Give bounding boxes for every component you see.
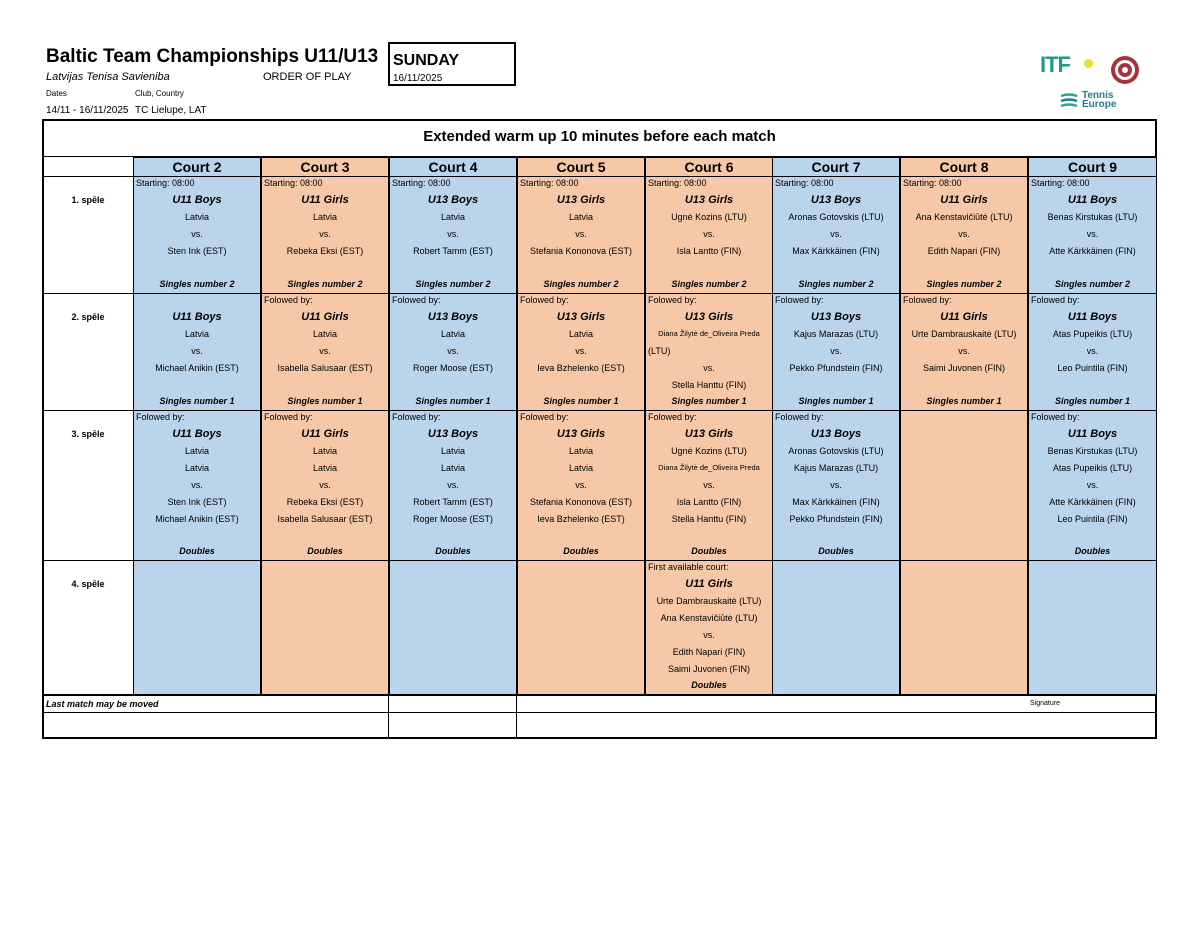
match-cell: [772, 561, 900, 695]
versus-label: vs.: [958, 229, 970, 239]
match-category: U13 Boys: [427, 311, 479, 323]
round-column-header-divider: [42, 176, 133, 177]
match-category: U11 Boys: [1067, 311, 1118, 323]
player-name: Max Kärkkäinen (FIN): [792, 497, 880, 507]
tennis-europe-line1: Tennis: [1082, 90, 1114, 101]
match-category: U13 Girls: [556, 194, 606, 206]
day-box: [388, 42, 516, 86]
player-name: Urte Dambrauskaitė (LTU): [911, 329, 1017, 339]
tennis-europe-logo: [1060, 90, 1130, 112]
player-name: Kajus Marazas (LTU): [793, 329, 879, 339]
match-category: U13 Girls: [684, 428, 734, 440]
dates-label: Dates: [46, 89, 67, 98]
versus-label: vs.: [447, 229, 459, 239]
player-name: Latvia: [568, 446, 594, 456]
player-name: Sten Ink (EST): [167, 497, 227, 507]
match-cell: [517, 294, 645, 411]
match-type: Singles number 1: [671, 396, 747, 406]
versus-label: vs.: [703, 363, 715, 373]
match-category: U11 Girls: [301, 311, 349, 323]
versus-label: vs.: [447, 346, 459, 356]
match-type: Singles number 2: [159, 279, 235, 289]
versus-label: vs.: [830, 480, 842, 490]
court-header: Court 9: [1028, 157, 1157, 177]
versus-label: vs.: [319, 229, 331, 239]
match-prefix: Starting: 08:00: [264, 178, 323, 188]
match-cell: [133, 177, 261, 294]
player-name: Latvia: [184, 463, 210, 473]
match-cell: [645, 411, 773, 561]
player-name: Michael Anikin (EST): [155, 363, 239, 373]
player-name: Latvia: [440, 463, 466, 473]
dates-value: 14/11 - 16/11/2025: [46, 105, 129, 116]
warmup-banner: Extended warm up 10 minutes before each match: [423, 128, 776, 145]
tennis-europe-text: [1082, 91, 1116, 109]
match-category: U13 Boys: [810, 428, 862, 440]
footer-divider-mid: [42, 712, 1157, 713]
player-name: Roger Moose (EST): [412, 514, 494, 524]
player-name: Latvia: [440, 212, 466, 222]
match-category: U13 Boys: [427, 428, 479, 440]
match-category: U13 Girls: [556, 311, 606, 323]
player-name: Latvia: [568, 463, 594, 473]
match-cell: [1028, 411, 1157, 561]
match-prefix: Folowed by:: [520, 412, 569, 422]
match-prefix: Folowed by:: [264, 295, 313, 305]
player-name: Ana Kenstavičiūtė (LTU): [915, 212, 1013, 222]
round-divider: [42, 293, 133, 294]
match-cell: [389, 411, 517, 561]
signature-label: Signature: [1030, 700, 1060, 707]
match-prefix: Folowed by:: [903, 295, 952, 305]
player-name: Ieva Bzhelenko (EST): [537, 514, 625, 524]
court-header: Court 2: [133, 157, 261, 177]
player-name: Pekko Pfundstein (FIN): [789, 514, 883, 524]
match-cell: [389, 294, 517, 411]
match-cell: [133, 561, 261, 695]
footer-column-divider-2: [516, 695, 517, 738]
match-type: Singles number 2: [798, 279, 874, 289]
court-header: Court 3: [261, 157, 389, 177]
itf-logo-text: ITF: [1040, 52, 1070, 77]
match-type: Doubles: [179, 546, 215, 556]
player-name: Rebeka Eksi (EST): [286, 497, 364, 507]
player-name: Ugnė Kozins (LTU): [671, 446, 747, 456]
match-cell: [517, 561, 645, 695]
player-name: Atas Pupeikis (LTU): [1052, 329, 1133, 339]
match-prefix: Starting: 08:00: [1031, 178, 1090, 188]
itf-logo: [1040, 54, 1098, 84]
player-name: Latvia: [184, 212, 210, 222]
match-cell: [261, 177, 389, 294]
match-category: U13 Girls: [556, 428, 606, 440]
match-prefix: Folowed by:: [1031, 412, 1080, 422]
match-category: U11 Girls: [940, 194, 988, 206]
match-prefix: Folowed by:: [775, 295, 824, 305]
match-cell: [133, 294, 261, 411]
player-name: Atte Kärkkäinen (FIN): [1049, 497, 1136, 507]
footer-column-divider-1: [388, 695, 389, 738]
player-name: Aronas Gotovskis (LTU): [788, 212, 884, 222]
player-name: Stefania Kononova (EST): [529, 246, 633, 256]
player-name: Atas Pupeikis (LTU): [1052, 463, 1133, 473]
match-type: Singles number 2: [1054, 279, 1131, 289]
court-header: Court 7: [772, 157, 900, 177]
match-type: Singles number 1: [287, 396, 363, 406]
player-name: Edith Napari (FIN): [927, 246, 1001, 256]
match-type: Singles number 2: [926, 279, 1002, 289]
player-name: Isla Lantto (FIN): [676, 497, 742, 507]
match-prefix: Starting: 08:00: [520, 178, 579, 188]
player-name: Edith Napari (FIN): [672, 647, 746, 657]
match-cell: [772, 177, 900, 294]
player-name: Max Kärkkäinen (FIN): [792, 246, 880, 256]
player-name: Latvia: [568, 212, 594, 222]
match-prefix: Folowed by:: [775, 412, 824, 422]
match-cell: [133, 411, 261, 561]
round-label: 4. spēle: [71, 579, 105, 589]
match-cell: [261, 561, 389, 695]
match-category: U11 Boys: [172, 194, 222, 206]
match-type: Singles number 1: [415, 396, 491, 406]
match-cell: [517, 411, 645, 561]
day-date: 16/11/2025: [393, 73, 443, 84]
player-name: Ugnė Kozins (LTU): [671, 212, 747, 222]
court-header: Court 5: [517, 157, 645, 177]
player-name: Latvia: [312, 329, 338, 339]
match-prefix: Folowed by:: [392, 412, 441, 422]
match-prefix: Folowed by:: [648, 295, 697, 305]
match-prefix: Folowed by:: [520, 295, 569, 305]
match-type: Doubles: [691, 546, 727, 556]
match-category: U13 Boys: [810, 311, 862, 323]
court-header: Court 4: [389, 157, 517, 177]
versus-label: vs.: [191, 480, 203, 490]
player-name: Ana Kenstavičiūtė (LTU): [660, 613, 758, 623]
player-name: Isabella Salusaar (EST): [277, 363, 373, 373]
versus-label: vs.: [703, 480, 715, 490]
match-prefix: Folowed by:: [1031, 295, 1080, 305]
player-name: Latvia: [184, 446, 210, 456]
match-cell: [1028, 177, 1157, 294]
match-category: U13 Boys: [810, 194, 862, 206]
match-prefix: Starting: 08:00: [903, 178, 962, 188]
versus-label: vs.: [191, 346, 203, 356]
round-divider: [42, 560, 133, 561]
player-name: Stella Hanttu (FIN): [671, 380, 747, 390]
versus-label: vs.: [191, 229, 203, 239]
match-cell: [900, 294, 1028, 411]
match-cell: [900, 177, 1028, 294]
versus-label: vs.: [447, 480, 459, 490]
player-name: Stefania Kononova (EST): [529, 497, 633, 507]
match-type: Doubles: [1074, 546, 1111, 556]
match-category: U11 Boys: [172, 428, 222, 440]
player-name: Isla Lantto (FIN): [676, 246, 742, 256]
match-type: Singles number 1: [159, 396, 235, 406]
page-title: Baltic Team Championships U11/U13: [46, 46, 379, 67]
player-name: Michael Anikin (EST): [155, 514, 239, 524]
player-name: Pekko Pfundstein (FIN): [789, 363, 883, 373]
match-type: Singles number 2: [671, 279, 747, 289]
court-header: Court 8: [900, 157, 1028, 177]
match-prefix: Folowed by:: [264, 412, 313, 422]
versus-label: vs.: [319, 346, 331, 356]
player-name: Urte Dambrauskaitė (LTU): [656, 596, 762, 606]
match-type: Doubles: [307, 546, 343, 556]
court-header: Court 6: [645, 157, 773, 177]
last-match-note: Last match may be moved: [46, 699, 159, 709]
match-cell: [772, 411, 900, 561]
player-name: Latvia: [312, 446, 338, 456]
order-of-play-label: ORDER OF PLAY: [263, 71, 352, 83]
match-category: U13 Girls: [684, 194, 734, 206]
match-category: U13 Boys: [427, 194, 479, 206]
versus-label: vs.: [1086, 229, 1099, 239]
player-name: Diana Žilytė de_Oliveira Preda: [658, 463, 760, 472]
player-name: Rebeka Eksi (EST): [286, 246, 364, 256]
player-name: Latvia: [312, 212, 338, 222]
versus-label: vs.: [703, 630, 715, 640]
player-name: Latvia: [440, 329, 466, 339]
match-type: Singles number 2: [287, 279, 363, 289]
versus-label: vs.: [575, 229, 587, 239]
match-type: Doubles: [691, 680, 727, 690]
player-name: (LTU): [648, 346, 671, 356]
match-type: Singles number 2: [415, 279, 491, 289]
versus-label: vs.: [575, 480, 587, 490]
match-prefix: Folowed by:: [392, 295, 441, 305]
player-name: Latvia: [312, 463, 338, 473]
match-prefix: Folowed by:: [648, 412, 697, 422]
match-category: U11 Boys: [1067, 428, 1118, 440]
match-prefix: Starting: 08:00: [775, 178, 834, 188]
match-prefix: Folowed by:: [136, 412, 185, 422]
versus-label: vs.: [319, 480, 331, 490]
match-category: U11 Girls: [940, 311, 988, 323]
federation-name: Latvijas Tenisa Savieniba: [46, 71, 170, 83]
tennis-europe-line2: Europe: [1082, 99, 1117, 110]
match-prefix: Starting: 08:00: [392, 178, 451, 188]
versus-label: vs.: [703, 229, 715, 239]
match-cell: [772, 294, 900, 411]
match-cell: [645, 177, 773, 294]
player-name: Saimi Juvonen (FIN): [922, 363, 1006, 373]
player-name: Atte Kärkkäinen (FIN): [1049, 246, 1136, 256]
tennis-europe-mark-icon: [1060, 93, 1078, 109]
day-name: SUNDAY: [393, 52, 460, 69]
federation-seal-logo: [1110, 55, 1140, 85]
player-name: Saimi Juvonen (FIN): [667, 664, 751, 674]
club-value: TC Lielupe, LAT: [135, 105, 207, 116]
match-cell: [261, 294, 389, 411]
match-cell: [900, 561, 1028, 695]
match-type: Singles number 1: [543, 396, 619, 406]
player-name: Roger Moose (EST): [412, 363, 494, 373]
match-prefix: Starting: 08:00: [648, 178, 707, 188]
match-category: U11 Boys: [172, 311, 222, 323]
player-name: Stella Hanttu (FIN): [671, 514, 747, 524]
match-prefix: First available court:: [648, 562, 729, 572]
player-name: Robert Tamm (EST): [413, 497, 493, 507]
match-type: Doubles: [563, 546, 599, 556]
match-type: Singles number 2: [543, 279, 619, 289]
player-name: Isabella Salusaar (EST): [277, 514, 373, 524]
player-name: Latvia: [440, 446, 466, 456]
round-divider: [42, 410, 133, 411]
player-name: Aronas Gotovskis (LTU): [788, 446, 884, 456]
player-name: Robert Tamm (EST): [413, 246, 493, 256]
round-label: 1. spēle: [71, 195, 105, 205]
player-name: Latvia: [184, 329, 210, 339]
player-name: Kajus Marazas (LTU): [793, 463, 879, 473]
match-prefix: Starting: 08:00: [136, 178, 195, 188]
match-cell: [389, 177, 517, 294]
player-name: Leo Puintila (FIN): [1057, 514, 1128, 524]
match-category: U13 Girls: [684, 311, 734, 323]
match-cell: [900, 411, 1028, 561]
player-name: Leo Puintila (FIN): [1057, 363, 1128, 373]
match-category: U11 Boys: [1067, 194, 1118, 206]
tennis-ball-icon: [1084, 59, 1093, 68]
player-name: Benas Kirstukas (LTU): [1047, 446, 1138, 456]
player-name: Sten Ink (EST): [167, 246, 227, 256]
versus-label: vs.: [575, 346, 587, 356]
player-name: Diana Žilytė de_Oliveira Preda: [658, 329, 760, 338]
versus-label: vs.: [1086, 346, 1099, 356]
match-type: Doubles: [435, 546, 471, 556]
match-cell: [1028, 294, 1157, 411]
round-label: 2. spēle: [71, 312, 105, 322]
match-type: Singles number 1: [926, 396, 1002, 406]
versus-label: vs.: [830, 229, 842, 239]
round-label: 3. spēle: [71, 429, 105, 439]
versus-label: vs.: [830, 346, 842, 356]
match-cell: [645, 561, 773, 695]
match-cell: [517, 177, 645, 294]
versus-label: vs.: [1086, 480, 1099, 490]
match-cell: [389, 561, 517, 695]
match-category: U11 Girls: [301, 194, 349, 206]
match-cell: [261, 411, 389, 561]
match-cell: [645, 294, 773, 411]
match-type: Singles number 1: [798, 396, 874, 406]
match-type: Singles number 1: [1054, 396, 1131, 406]
match-category: U11 Girls: [685, 578, 733, 590]
versus-label: vs.: [958, 346, 970, 356]
footer-divider-top: [42, 695, 1157, 696]
club-label: Club, Country: [135, 89, 184, 98]
match-cell: [1028, 561, 1157, 695]
player-name: Ieva Bzhelenko (EST): [537, 363, 625, 373]
match-type: Doubles: [818, 546, 854, 556]
match-category: U11 Girls: [301, 428, 349, 440]
player-name: Benas Kirstukas (LTU): [1047, 212, 1138, 222]
player-name: Latvia: [568, 329, 594, 339]
